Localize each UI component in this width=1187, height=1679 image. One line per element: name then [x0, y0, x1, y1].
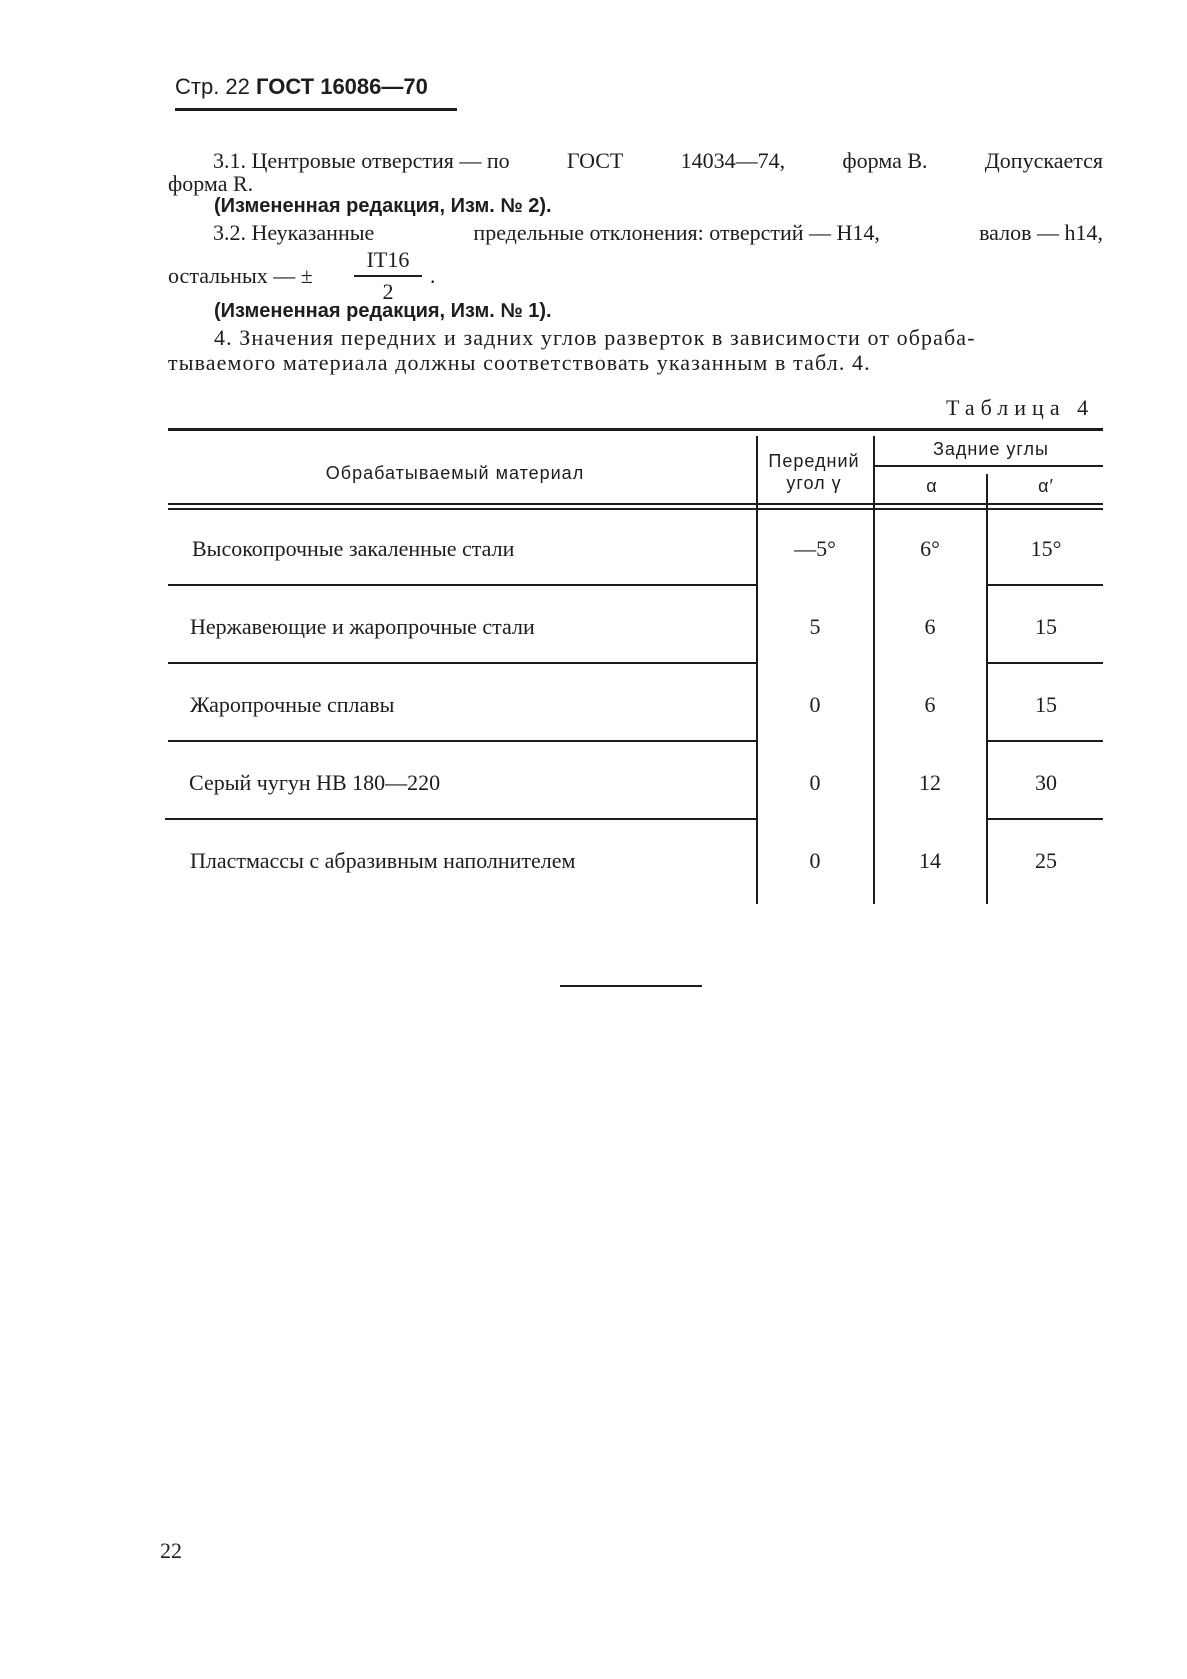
clause-3-1-number-and-text: 3.1. Центровые отверстия — по: [213, 148, 510, 173]
clause-3-1-continuation: форма R.: [168, 171, 254, 196]
fraction-numerator: IT16: [366, 247, 410, 272]
row-rule: [168, 740, 757, 742]
clause-3-2-continuation: остальных — ±: [168, 263, 313, 288]
row-rule: [987, 662, 1103, 664]
row-alpha: 6: [924, 692, 936, 717]
column-divider: [873, 436, 875, 904]
clause-3-1-word: 14034—74,: [680, 148, 786, 173]
column-divider: [756, 436, 758, 904]
standard-number: ГОСТ 16086—70: [256, 74, 428, 99]
tolerance-fraction: [354, 247, 422, 305]
amendment-1-note: (Измененная редакция, Изм. № 1).: [214, 300, 552, 322]
header-alpha-prime: α′: [1038, 476, 1054, 496]
row-gamma: 0: [809, 770, 821, 795]
row-rule: [168, 584, 757, 586]
header-back-angles: Задние углы: [932, 439, 1049, 459]
row-gamma: —5°: [794, 536, 836, 561]
clause-3-2-word: предельные отклонения: отверстий — Н14,: [473, 220, 880, 245]
row-alpha-prime: 15°: [1030, 536, 1062, 561]
header-material: Обрабатываемый материал: [325, 463, 585, 483]
page-prefix: Стр. 22: [175, 74, 250, 99]
row-rule: [165, 818, 757, 820]
page-number: 22: [160, 1538, 182, 1563]
row-rule: [168, 662, 757, 664]
row-alpha-prime: 25: [1035, 848, 1057, 873]
fraction-period: .: [430, 263, 436, 288]
row-alpha-prime: 30: [1035, 770, 1057, 795]
row-material: Жаропрочные сплавы: [190, 692, 395, 717]
amendment-2-note: (Измененная редакция, Изм. № 2).: [214, 195, 552, 217]
row-gamma: 0: [809, 692, 821, 717]
table-title: Таблица 4: [946, 395, 1095, 420]
row-rule: [987, 818, 1103, 820]
clause-3-2-line: [213, 220, 1103, 246]
row-material: Высокопрочные закаленные стали: [192, 536, 515, 561]
page-header: [175, 74, 428, 100]
row-material: Пластмассы с абразивным наполнителем: [190, 848, 576, 873]
header-alpha: α: [926, 476, 938, 496]
section-end-rule: [560, 985, 702, 987]
clause-4-line-2: тываемого материала должны соответствовать указанным в табл. 4.: [168, 350, 871, 375]
clause-4-line-1: 4. Значения передних и задних углов разверток в зависимости от обраба-: [214, 325, 976, 350]
row-alpha: 6°: [920, 536, 940, 561]
row-rule: [987, 740, 1103, 742]
row-material: Серый чугун НВ 180—220: [189, 770, 441, 795]
row-alpha-prime: 15: [1035, 692, 1057, 717]
row-rule: [987, 584, 1103, 586]
clause-3-2-word: валов — h14,: [979, 220, 1103, 245]
row-gamma: 5: [809, 614, 821, 639]
header-double-rule-top: [168, 503, 1103, 505]
row-alpha: 14: [919, 848, 941, 873]
row-gamma: 0: [809, 848, 821, 873]
header-front-angle: Передний угол γ: [768, 451, 860, 493]
table-top-rule: [168, 428, 1103, 431]
row-alpha: 12: [919, 770, 941, 795]
header-double-rule-bottom: [168, 508, 1103, 510]
clause-3-2-word: 3.2. Неуказанные: [213, 220, 375, 245]
row-material: Нержавеющие и жаропрочные стали: [190, 614, 535, 639]
row-alpha: 6: [924, 614, 936, 639]
header-rule: [175, 108, 457, 111]
clause-3-1-line: [213, 148, 1103, 174]
clause-3-1-word: ГОСТ: [566, 148, 624, 173]
column-divider: [986, 474, 988, 904]
clause-3-1-word: форма В.: [842, 148, 928, 173]
row-alpha-prime: 15: [1035, 614, 1057, 639]
fraction-denominator: 2: [382, 278, 394, 304]
fraction-bar: [354, 275, 422, 277]
clause-3-1-word: Допускается: [984, 148, 1103, 173]
back-angles-rule: [875, 465, 1103, 467]
